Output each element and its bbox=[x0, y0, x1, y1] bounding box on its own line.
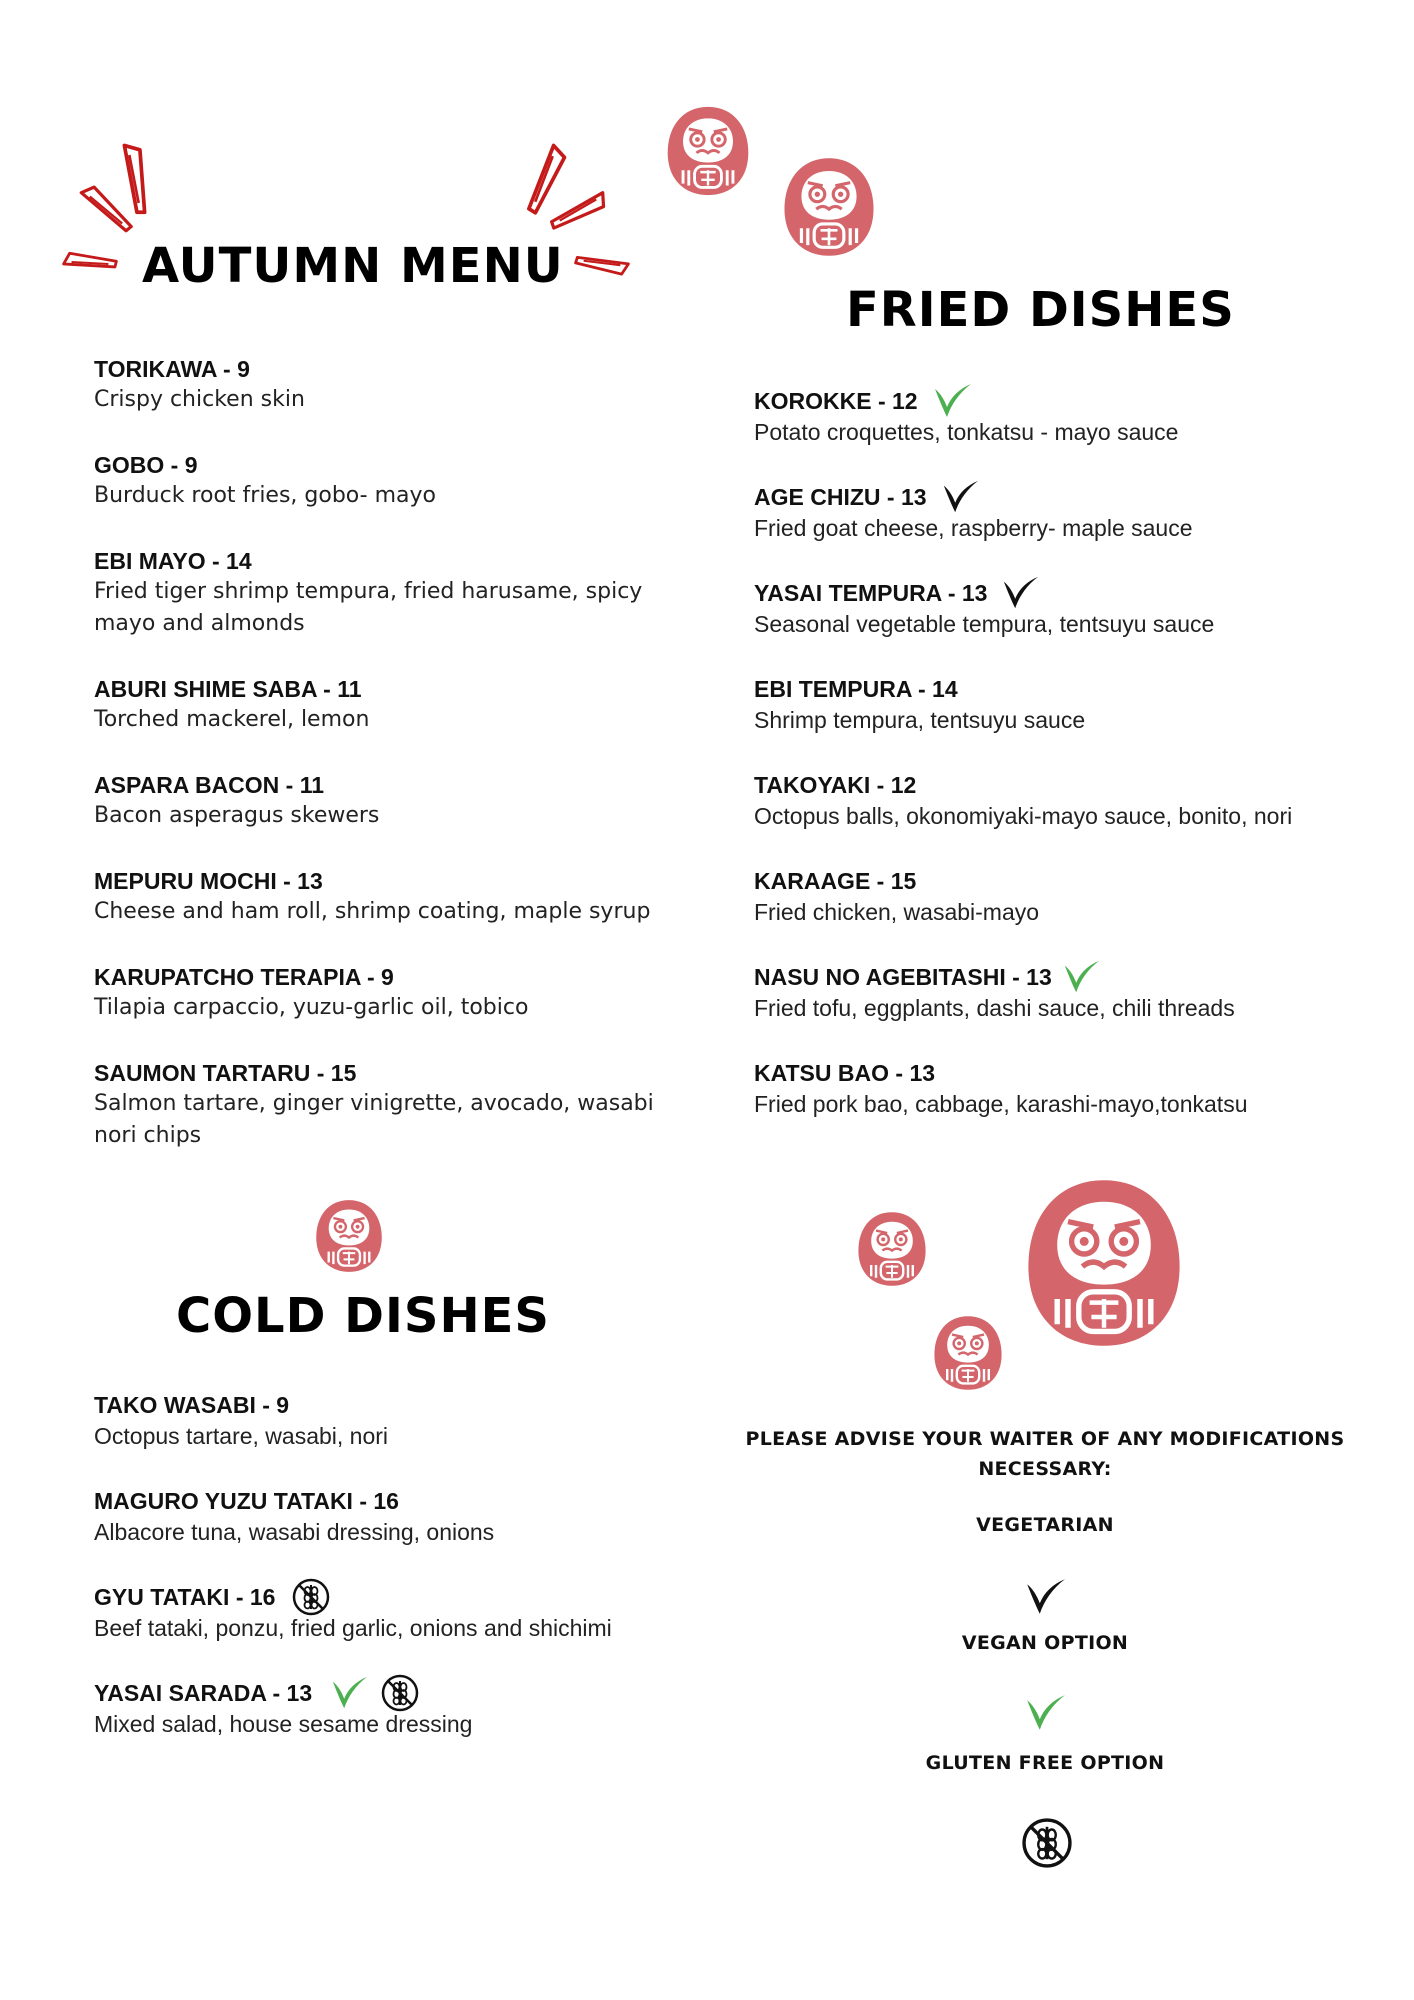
daruma-icon bbox=[310, 1194, 388, 1278]
vegetarian-leaf-icon bbox=[997, 574, 1041, 612]
item-description: Octopus tartare, wasabi, nori bbox=[94, 1423, 389, 1449]
item-description: Mixed salad, house sesame dressing bbox=[94, 1711, 473, 1737]
item-title: SAUMON TARTARU - 15 bbox=[94, 1059, 357, 1086]
menu-item-saumon-tartaru bbox=[94, 1058, 694, 1152]
menu-item-ebi-mayo bbox=[94, 546, 694, 640]
item-title: EBI MAYO - 14 bbox=[94, 547, 252, 574]
item-title: ASPARA BACON - 11 bbox=[94, 771, 325, 798]
item-description: Crispy chicken skin bbox=[94, 387, 305, 412]
item-description: Tilapia carpaccio, yuzu-garlic oil, tobico bbox=[94, 995, 529, 1020]
burst-icon bbox=[61, 250, 120, 276]
vegetarian-leaf-icon bbox=[937, 478, 981, 516]
item-title: GOBO - 9 bbox=[94, 451, 198, 478]
item-title: GYU TATAKI - 16 bbox=[94, 1583, 276, 1610]
menu-item-ebi-tempura bbox=[754, 674, 1394, 736]
gluten-free-icon bbox=[291, 1577, 331, 1617]
item-description: Burduck root fries, gobo- mayo bbox=[94, 483, 436, 508]
daruma-icon bbox=[776, 150, 882, 264]
item-title: AGE CHIZU - 13 bbox=[754, 483, 927, 510]
menu-item-katsu-bao bbox=[754, 1058, 1394, 1120]
legend-vegetarian-label: VEGETARIAN bbox=[976, 1514, 1114, 1536]
item-title: KOROKKE - 12 bbox=[754, 387, 918, 414]
fried-dishes-title: FRIED DISHES bbox=[846, 282, 1235, 338]
menu-item-gobo bbox=[94, 450, 694, 512]
legend-vegan-label: VEGAN OPTION bbox=[961, 1632, 1129, 1654]
item-title: MAGURO YUZU TATAKI - 16 bbox=[94, 1487, 399, 1514]
daruma-icon bbox=[852, 1206, 932, 1292]
menu-item-age-chizu bbox=[754, 482, 1394, 544]
item-description: Fried tofu, eggplants, dashi sauce, chili threads bbox=[754, 995, 1235, 1021]
menu-item-tako-wasabi bbox=[94, 1390, 714, 1452]
vegan-leaf-icon bbox=[1058, 958, 1102, 996]
daruma-icon bbox=[660, 100, 756, 202]
vegan-leaf-icon bbox=[928, 381, 974, 421]
item-title: MEPURU MOCHI - 13 bbox=[94, 867, 323, 894]
item-description: Beef tataki, ponzu, fried garlic, onions and shichimi bbox=[94, 1615, 612, 1641]
item-title: YASAI TEMPURA - 13 bbox=[754, 579, 988, 606]
item-description: Shrimp tempura, tentsuyu sauce bbox=[754, 707, 1086, 733]
item-title: KATSU BAO - 13 bbox=[754, 1059, 936, 1086]
cold-dishes-title: COLD DISHES bbox=[176, 1288, 550, 1344]
item-title: YASAI SARADA - 13 bbox=[94, 1679, 313, 1706]
item-title: EBI TEMPURA - 14 bbox=[754, 675, 958, 702]
item-title: ABURI SHIME SABA - 11 bbox=[94, 675, 362, 702]
menu-item-nasu-no-agebitashi bbox=[754, 962, 1394, 1024]
item-description: Octopus balls, okonomiyaki-mayo sauce, bonito, nori bbox=[754, 803, 1293, 829]
daruma-icon bbox=[1014, 1166, 1194, 1360]
menu-item-torikawa bbox=[94, 354, 694, 416]
item-description: Fried pork bao, cabbage, karashi-mayo,tonkatsu bbox=[754, 1091, 1248, 1117]
menu-item-aspara-bacon bbox=[94, 770, 694, 832]
item-title: KARAAGE - 15 bbox=[754, 867, 917, 894]
item-title: TAKO WASABI - 9 bbox=[94, 1391, 290, 1418]
item-description: Fried chicken, wasabi-mayo bbox=[754, 899, 1040, 925]
gluten-free-icon bbox=[1020, 1816, 1074, 1870]
menu-item-gyu-tataki bbox=[94, 1582, 714, 1644]
vegan-leaf-icon bbox=[1020, 1692, 1068, 1734]
item-description: Fried tiger shrimp tempura, fried harusame, spicy mayo and almonds bbox=[94, 579, 643, 636]
menu-item-aburi-shime-saba bbox=[94, 674, 694, 736]
item-description: Potato croquettes, tonkatsu - mayo sauce bbox=[754, 419, 1179, 445]
menu-item-karupatcho-terapia bbox=[94, 962, 694, 1024]
menu-item-karaage bbox=[754, 866, 1394, 928]
menu-item-yasai-sarada bbox=[94, 1678, 714, 1740]
item-description: Albacore tuna, wasabi dressing, onions bbox=[94, 1519, 495, 1545]
gluten-free-icon bbox=[380, 1673, 420, 1713]
item-title: TAKOYAKI - 12 bbox=[754, 771, 917, 798]
menu-item-mepuru-mochi bbox=[94, 866, 714, 928]
daruma-icon bbox=[928, 1310, 1008, 1396]
legend-gluten-free-label: GLUTEN FREE OPTION bbox=[925, 1752, 1165, 1774]
item-description: Fried goat cheese, raspberry- maple sauce bbox=[754, 515, 1193, 541]
autumn-menu-title: AUTUMN MENU bbox=[142, 238, 564, 294]
item-description: Cheese and ham roll, shrimp coating, maple syrup bbox=[94, 899, 651, 924]
item-description: Salmon tartare, ginger vinigrette, avocado, wasabi nori chips bbox=[94, 1091, 654, 1148]
item-description: Bacon asperagus skewers bbox=[94, 803, 380, 828]
vegetarian-leaf-icon bbox=[1020, 1576, 1068, 1618]
item-title: KARUPATCHO TERAPIA - 9 bbox=[94, 963, 394, 990]
item-title: NASU NO AGEBITASHI - 13 bbox=[754, 963, 1052, 990]
item-description: Torched mackerel, lemon bbox=[94, 707, 370, 732]
item-title: TORIKAWA - 9 bbox=[94, 355, 250, 382]
menu-item-maguro-yuzu-tataki bbox=[94, 1486, 714, 1548]
menu-item-takoyaki bbox=[754, 770, 1394, 832]
modifications-notice: PLEASE ADVISE YOUR WAITER OF ANY MODIFICATIONS NECESSARY: bbox=[745, 1428, 1345, 1480]
item-description: Seasonal vegetable tempura, tentsuyu sauce bbox=[754, 611, 1215, 637]
vegan-leaf-icon bbox=[326, 1674, 370, 1712]
menu-item-korokke bbox=[754, 386, 1394, 448]
menu-item-yasai-tempura bbox=[754, 578, 1394, 640]
burst-icon bbox=[573, 250, 632, 276]
